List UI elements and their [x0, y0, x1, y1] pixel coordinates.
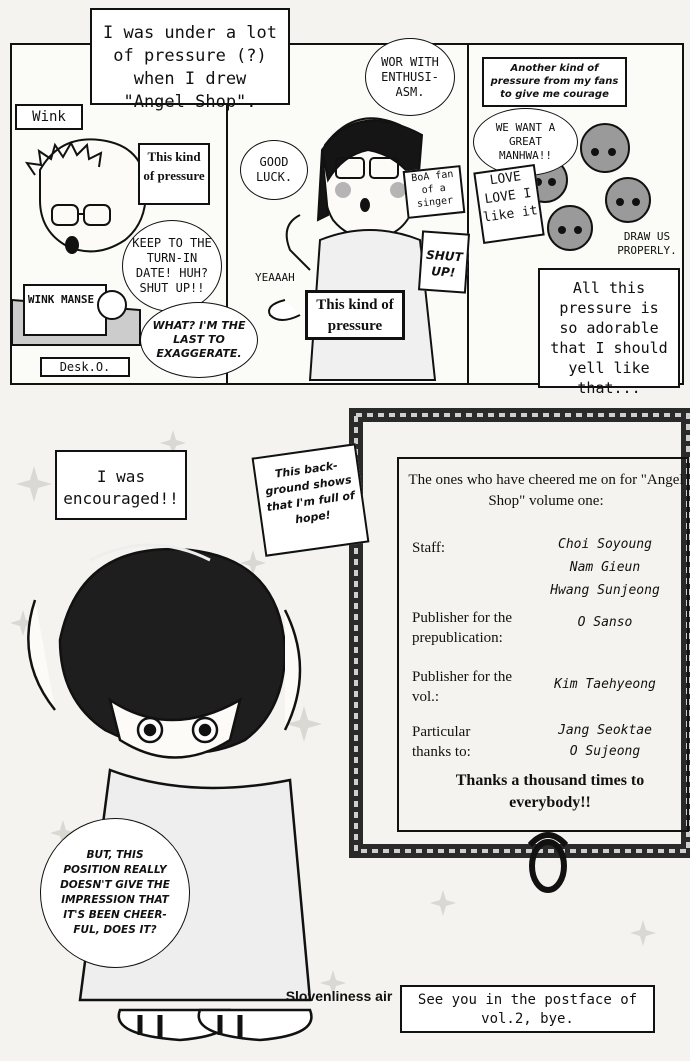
what-im-bubble: WHAT? I'M THE LAST TO EXAGGERATE.	[140, 302, 258, 378]
slovenliness-label: Slovenliness air	[285, 988, 393, 1004]
encouraged-caption: I was encouraged!!	[55, 450, 187, 520]
position-bubble: BUT, THIS POSITION REALLY DOESN'T GIVE THE IMPRESSION THAT IT'S BEEN CHEER-FUL, DOES IT?	[40, 818, 190, 968]
kind-of-pressure-1: This kind of pressure	[138, 143, 210, 205]
staff-name-2: Nam Gieun	[569, 560, 641, 575]
adorable-caption: All this pressure is so adorable that I should yell like that...	[538, 268, 680, 388]
credits-closing: Thanks a thousand times to everybody!!	[455, 772, 645, 811]
desk-label: Desk.O.	[40, 357, 130, 377]
keep-to-bubble: KEEP TO THE TURN-IN DATE! HUH? SHUT UP!!	[122, 220, 222, 312]
draw-us-text: DRAW US PROPERLY.	[617, 230, 677, 257]
wink-label: Wink	[15, 104, 83, 130]
staff-name-3: Hwang Sunjeong	[550, 583, 660, 598]
staff-label: Staff:	[412, 540, 446, 556]
author-head-left	[27, 139, 146, 253]
vol-name: Kim Taehyeong	[554, 677, 656, 692]
we-want-bubble: WE WANT A GREAT MANHWA!!	[473, 108, 578, 176]
caption-pressure: I was under a lot of pressure (?) when I drew "Angel Shop".	[90, 8, 290, 105]
love-note: LOVE LOVE I like it	[473, 164, 544, 244]
thanks-name-1: Jang Seoktae	[558, 723, 652, 738]
kind-of-pressure-2: This kind of pressure	[305, 290, 405, 340]
vol-label: Publisher for the vol.:	[412, 669, 512, 705]
boa-note: BoA fan of a singer	[403, 165, 466, 219]
book-title: WINK MANSE	[27, 293, 95, 306]
another-pressure-caption: Another kind of pressure from my fans to give me courage	[482, 57, 627, 107]
good-luck-bubble: GOOD LUCK.	[240, 140, 308, 200]
staff-name-1: Choi Soyoung	[558, 537, 652, 552]
shut-up-note: SHUT UP!	[418, 230, 470, 293]
thanks-label: Particular thanks to:	[412, 724, 471, 760]
prepub-name: O Sanso	[577, 615, 633, 630]
thanks-name-2: O Sujeong	[569, 744, 641, 759]
author-sitting	[28, 545, 311, 1040]
prepub-label: Publisher for the prepublication:	[412, 610, 512, 646]
yeaaah-text: YEAAAH	[255, 271, 295, 284]
hope-note: This back-ground shows that I'm full of hope!	[252, 443, 370, 557]
see-you-caption: See you in the postface of vol.2, bye.	[400, 985, 655, 1033]
credits-heading: The ones who have cheered me on for "Angel Shop" volume one:	[408, 472, 684, 509]
wor-bubble: WOR WITH ENTHUSI-ASM.	[365, 38, 455, 116]
